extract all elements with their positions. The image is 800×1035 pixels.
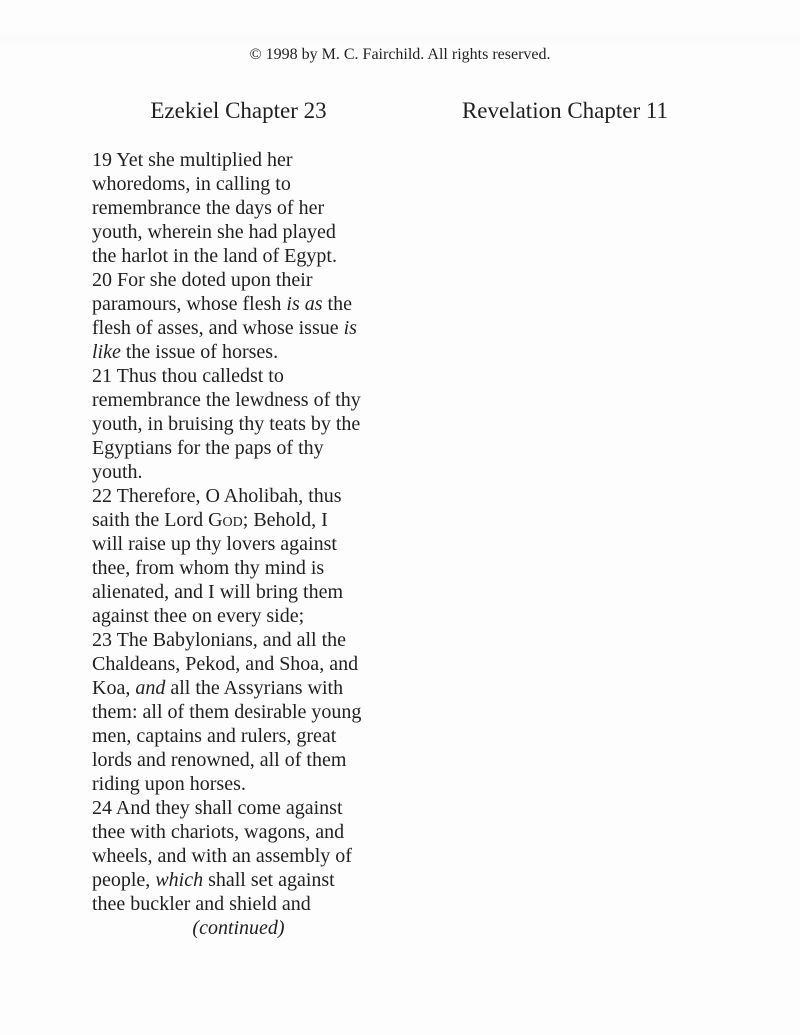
verse-line: remembrance the lewdness of thy (92, 389, 361, 411)
verse-line: 23 The Babylonians, and all the (92, 629, 347, 651)
verse-line: men, captains and rulers, great (92, 725, 337, 747)
left-column-ezekiel (92, 97, 385, 940)
verse-line: the harlot in the land of Egypt. (92, 245, 337, 267)
verse-line: flesh of asses, and whose issue is (92, 317, 357, 339)
verse-line: youth, in bruising thy teats by the (92, 413, 361, 435)
verse-line: thee with chariots, wagons, and (92, 821, 345, 843)
verse-line: them: all of them desirable young (92, 701, 362, 723)
right-column-revelation (440, 97, 690, 940)
verse-line: wheels, and with an assembly of (92, 845, 352, 867)
verse-line: alienated, and I will bring them (92, 581, 344, 603)
verse-line: whoredoms, in calling to (92, 173, 291, 195)
verse-line: youth, wherein she had played (92, 221, 336, 243)
verse-line: 24 And they shall come against (92, 797, 343, 819)
verse-line: 19 Yet she multiplied her (92, 149, 293, 171)
verse-line: riding upon horses. (92, 773, 246, 795)
verse-line: thee buckler and shield and (92, 893, 311, 915)
left-column-title: Ezekiel Chapter 23 (150, 98, 327, 123)
verse-line: Koa, and all the Assyrians with (92, 677, 344, 699)
verse-line: 21 Thus thou calledst to (92, 365, 284, 387)
copyright-line: © 1998 by M. C. Fairchild. All rights reserved. (249, 46, 551, 63)
verse-line: remembrance the days of her (92, 197, 325, 219)
verse-line: like the issue of horses. (92, 341, 279, 363)
verse-line: against thee on every side; (92, 605, 305, 627)
verse-line: Chaldeans, Pekod, and Shoa, and (92, 653, 359, 675)
verse-line: (continued) (192, 917, 285, 939)
verse-line: 20 For she doted upon their (92, 269, 313, 291)
verse-line: people, which shall set against (92, 869, 335, 891)
verse-line: will raise up thy lovers against (92, 533, 337, 555)
verse-line: thee, from whom thy mind is (92, 557, 325, 579)
verse-line: 22 Therefore, O Aholibah, thus (92, 485, 342, 507)
verse-line: saith the Lord God; Behold, I (92, 509, 328, 531)
verse-line: youth. (92, 461, 143, 483)
verse-line: lords and renowned, all of them (92, 749, 347, 771)
left-column-verses (92, 148, 385, 940)
verse-line: Egyptians for the paps of thy (92, 437, 324, 459)
verse-line: paramours, whose flesh is as the (92, 293, 352, 315)
two-column-layout (0, 97, 800, 940)
right-column-title: Revelation Chapter 11 (461, 98, 669, 123)
